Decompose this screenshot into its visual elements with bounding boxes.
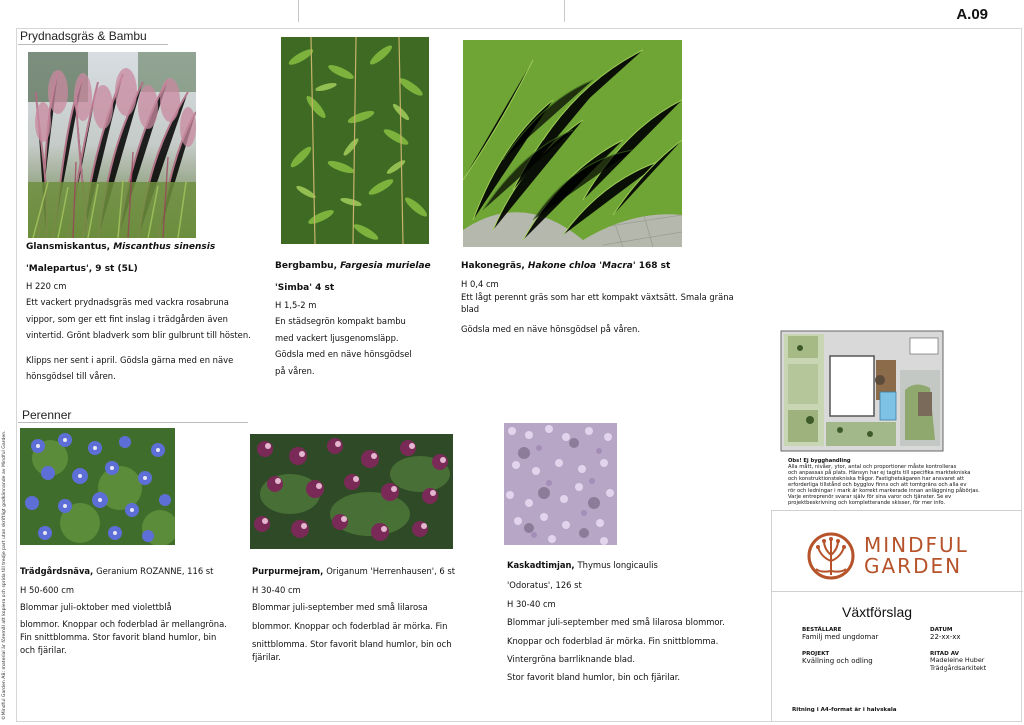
plant-description: blommor. Knoppar och foderblad är mellangröna.: [20, 619, 227, 630]
plant-count: 168 st: [635, 261, 671, 271]
section-title-ornamental: Prydnadsgräs & Bambu: [20, 29, 147, 43]
plant-name-line: [275, 258, 455, 276]
disclaimer-line: och anpassas på plats. Hänsyn har ej tagits till specifika marktekniska: [788, 469, 971, 476]
project-value: Kvällning och odling: [802, 657, 873, 665]
disclaimer-line: Alla mått, nivåer, ytor, antal och proportioner måste kontrolleras: [788, 463, 957, 470]
plant-latin-name: Origanum 'Herrenhausen', 6 st: [326, 566, 456, 576]
sheet-number: A.09: [956, 6, 988, 23]
plant-care: Gödsla med en näve hönsgödsel på våren.: [461, 324, 640, 335]
miscanthus-image: [28, 52, 196, 238]
disclaimer-line: Varje entreprenör svarar själv för sina varor och tjänster. Se ev: [788, 493, 952, 500]
plant-description: Ett vackert prydnadsgräs med vackra rosabruna: [26, 297, 229, 308]
plant-description: snittblomma. Stor favorit bland humlor, bin och: [252, 638, 452, 649]
plant-height: H 30-40 cm: [252, 585, 301, 596]
drawn-by-role: Trädgårdsarkitekt: [930, 664, 987, 672]
copyright-text: ©Mindful Garden AB: material är föremål att kopiera och sprida till tredje part utan skriftligt godkännande av Mindful Garden.: [2, 430, 7, 720]
plant-height: H 50-600 cm: [20, 585, 75, 596]
origanum-photo: [250, 434, 453, 549]
client-label: BESTÄLLARE: [802, 627, 842, 633]
plant-common-name: Purpurmejram,: [252, 566, 327, 576]
client-value: Familj med ungdomar: [802, 633, 879, 641]
geranium-image: [20, 428, 175, 545]
disclaimer-notes: [788, 459, 1020, 507]
tree-of-life-logo-icon: [806, 531, 856, 581]
plant-common-name: Kaskadtimjan,: [507, 560, 578, 570]
date-value: 22-xx-xx: [930, 633, 961, 641]
plant-latin-name: Thymus longicaulis: [577, 560, 658, 570]
miscanthus-photo: [28, 52, 196, 238]
company-logo: [806, 531, 1024, 581]
title-block-divider: [772, 591, 1023, 592]
plant-description: En städsegrön kompakt bambu: [275, 316, 406, 327]
plant-description: vippor, som ger ett fint inslag i trädgården även: [26, 313, 228, 324]
disclaimer-heading: Obs! Ej bygghandling: [788, 458, 851, 464]
plant-height: H 220 cm: [26, 281, 67, 292]
plant-name-line: [252, 563, 492, 579]
disclaimer-line: projektbeskrivning och kompletterande skisser, för mer info.: [788, 499, 946, 506]
plant-latin-name: Hakone chloa 'Macra': [527, 261, 636, 271]
plant-care: Gödsla med en näve hönsgödsel: [275, 349, 412, 360]
disclaimer-line: rör och ledningar i mark är korrekt markerade innan anläggning påbörjas.: [788, 487, 980, 494]
disclaimer-line: och konstruktionstekniska frågor. Fastighetsägaren har ansvaret att: [788, 475, 964, 482]
plant-cultivar: 'Odoratus', 126 st: [507, 580, 582, 591]
title-block: [771, 510, 1022, 722]
top-strip: [0, 0, 1024, 28]
plant-name-line: [461, 258, 771, 276]
plant-info-hakonechloa: [461, 258, 771, 338]
section-underline: [18, 44, 168, 45]
plant-care: Klipps ner sent i april. Gödsla gärna med en näve: [26, 354, 234, 365]
plant-description: Stor favorit bland humlor, bin och fjärilar.: [507, 672, 681, 683]
logo-wordmark-line2: GARDEN: [864, 554, 963, 578]
geranium-photo: [20, 428, 175, 545]
disclaimer-line: erforderliga tillstånd och bygglov finns och att tomtgräns och alla ev: [788, 481, 967, 488]
plant-description: och fjärilar.: [20, 645, 67, 656]
plant-height: H 30-40 cm: [507, 598, 556, 609]
plant-height: H 0,4 cm: [461, 278, 499, 289]
site-plan-thumbnail: [780, 330, 944, 452]
plant-description: Ett lågt perennt gräs som har ett kompakt växtsätt. Smala gräna: [461, 291, 734, 302]
site-plan-image: [780, 330, 944, 452]
plant-common-name: Bergbambu,: [275, 261, 341, 271]
plant-info-geranium: [20, 563, 260, 657]
plant-name-line: [20, 563, 260, 579]
drawn-by-name: Madeleine Huber: [930, 656, 985, 664]
thyme-image: [504, 423, 617, 545]
plant-cultivar: 'Malepartus', 9 st (5L): [26, 263, 138, 274]
plant-description: blommor. Knoppar och foderblad är mörka. Fin: [252, 621, 448, 632]
plant-latin-name: Miscanthus sinensis: [113, 242, 216, 252]
plant-latin-name: Fargesia murielae: [340, 261, 431, 271]
hakone-grass-image: [463, 40, 682, 247]
plant-cultivar: 'Simba' 4 st: [275, 282, 335, 293]
origanum-image: [250, 434, 453, 549]
top-divider: [564, 0, 565, 22]
plant-description: Blommar juli-oktober med violettblå: [20, 601, 172, 612]
plant-description: Vintergröna barrliknande blad.: [507, 653, 636, 664]
plant-description: fjärilar.: [252, 651, 281, 662]
drawn-by-label: RITAD AV: [930, 651, 959, 657]
plant-care: hönsgödsel till våren.: [26, 371, 116, 382]
plant-info-miscanthus: [26, 239, 276, 384]
plant-info-thymus: [507, 557, 769, 686]
date-label: DATUM: [930, 627, 953, 633]
plant-common-name: Glansmiskantus,: [26, 242, 114, 252]
hakone-grass-photo: [463, 40, 682, 247]
plant-name-line: [507, 557, 769, 573]
copyright-note: [2, 300, 12, 720]
drawing-title: Växtförslag: [842, 604, 913, 620]
plant-height: H 1,5-2 m: [275, 300, 317, 311]
plant-care: på våren.: [275, 365, 315, 376]
section-title-perennials: Perenner: [22, 408, 72, 422]
plant-description: Blommar juli-september med små lilarosa: [252, 601, 428, 612]
plant-description: Fin snittblomma. Stor favorit bland humlor, bin: [20, 632, 217, 643]
plant-info-fargesia: [275, 258, 455, 379]
plant-common-name: Hakonegräs,: [461, 261, 528, 271]
logo-wordmark-line1: MINDFUL: [864, 533, 969, 557]
plant-description: med vackert ljusgenomsläpp.: [275, 332, 399, 343]
bamboo-image: [281, 37, 429, 244]
plant-latin-name: Geranium ROZANNE, 116 st: [96, 566, 214, 576]
project-label: PROJEKT: [802, 651, 830, 657]
plant-description: Knoppar och foderblad är mörka. Fin snittblomma.: [507, 635, 719, 646]
section-underline: [18, 422, 248, 423]
thyme-photo: [504, 423, 617, 545]
plant-name-line: [26, 239, 276, 257]
top-divider: [298, 0, 299, 22]
plant-description: blad: [461, 303, 480, 314]
bamboo-photo: [281, 37, 429, 244]
plant-description: Blommar juli-september med små lilarosa blommor.: [507, 617, 725, 628]
scale-note: Ritning i A4-format är i halvskala: [792, 707, 897, 713]
plant-description: vintertid. Grönt bladverk som blir gulbrunt till hösten.: [26, 330, 251, 341]
plant-common-name: Trädgårdsnäva,: [20, 566, 97, 576]
plant-info-origanum: [252, 563, 492, 664]
